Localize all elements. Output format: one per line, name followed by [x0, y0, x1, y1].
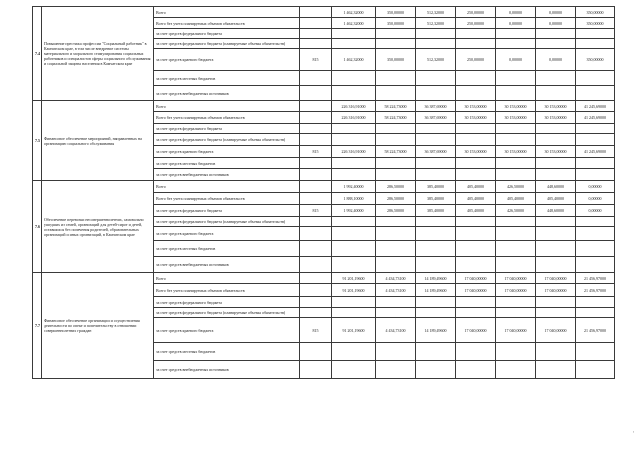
amount-cell: 17 040,00000: [456, 318, 496, 343]
amount-cell: [576, 124, 615, 134]
funding-source: за счет средств краевого бюджета: [154, 318, 300, 343]
funding-source: Всего без учета планируемых объемов обязательств: [154, 112, 300, 124]
amount-cell: 350,00000: [576, 7, 615, 18]
amount-cell: 4 434,73100: [376, 318, 416, 343]
amount-cell: 385,40000: [416, 193, 456, 205]
funding-source: Всего: [154, 7, 300, 18]
amount-cell: [456, 71, 496, 86]
amount-cell: 405,40000: [456, 181, 496, 193]
funding-source: Всего: [154, 101, 300, 112]
budget-code: [300, 284, 332, 297]
table-row: [33, 273, 615, 284]
budget-code: [300, 71, 332, 86]
amount-cell: [456, 29, 496, 39]
amount-cell: [416, 227, 456, 241]
budget-code: [300, 181, 332, 193]
amount-cell: [376, 124, 416, 134]
amount-cell: [376, 241, 416, 257]
funding-source: Всего без учета планируемых объемов обязательств: [154, 18, 300, 29]
page-marker: ,: [632, 428, 634, 434]
amount-cell: [536, 86, 576, 101]
amount-cell: [536, 169, 576, 181]
amount-cell: [376, 169, 416, 181]
amount-cell: [536, 158, 576, 169]
amount-cell: [496, 29, 536, 39]
funding-source: за счет средств внебюджетных источников: [154, 361, 300, 379]
funding-source: за счет средств федерального бюджета: [154, 205, 300, 217]
amount-cell: [536, 297, 576, 308]
amount-cell: 36 387,69000: [416, 101, 456, 112]
amount-cell: [332, 124, 376, 134]
amount-cell: 30 153,00000: [456, 112, 496, 124]
amount-cell: [332, 29, 376, 39]
amount-cell: 58 224,73000: [376, 101, 416, 112]
amount-cell: [416, 158, 456, 169]
amount-cell: 226 316,91000: [332, 146, 376, 158]
budget-code: [300, 86, 332, 101]
amount-cell: 17 040,00000: [496, 318, 536, 343]
amount-cell: [576, 241, 615, 257]
amount-cell: [456, 169, 496, 181]
amount-cell: [416, 308, 456, 318]
section-number: 7.7: [33, 273, 42, 379]
amount-cell: 1 992,40000: [332, 181, 376, 193]
amount-cell: [456, 158, 496, 169]
funding-source: за счет средств федерального бюджета: [154, 124, 300, 134]
amount-cell: [416, 217, 456, 227]
amount-cell: [332, 308, 376, 318]
amount-cell: [332, 86, 376, 101]
amount-cell: [536, 241, 576, 257]
amount-cell: [536, 361, 576, 379]
amount-cell: 512,32000: [416, 49, 456, 71]
budget-code: [300, 241, 332, 257]
amount-cell: [456, 39, 496, 49]
amount-cell: 385,40000: [416, 181, 456, 193]
amount-cell: [416, 86, 456, 101]
amount-cell: [496, 158, 536, 169]
amount-cell: [496, 241, 536, 257]
amount-cell: [496, 86, 536, 101]
amount-cell: [416, 361, 456, 379]
amount-cell: [496, 134, 536, 146]
amount-cell: 17 040,00000: [456, 273, 496, 284]
amount-cell: [416, 134, 456, 146]
amount-cell: [576, 308, 615, 318]
amount-cell: [536, 308, 576, 318]
budget-code: 815: [300, 146, 332, 158]
budget-code: [300, 18, 332, 29]
amount-cell: 41 245,69000: [576, 101, 615, 112]
amount-cell: [496, 257, 536, 273]
amount-cell: [456, 343, 496, 361]
funding-source: за счет средств местных бюджетов: [154, 158, 300, 169]
amount-cell: [376, 39, 416, 49]
amount-cell: [376, 29, 416, 39]
amount-cell: 0,00000: [576, 181, 615, 193]
funding-source: за счет средств краевого бюджета: [154, 227, 300, 241]
amount-cell: 30 153,00000: [496, 112, 536, 124]
amount-cell: [332, 343, 376, 361]
amount-cell: [496, 39, 536, 49]
funding-source: за счет средств местных бюджетов: [154, 343, 300, 361]
amount-cell: [332, 158, 376, 169]
amount-cell: 17 040,00000: [496, 284, 536, 297]
budget-code: 815: [300, 205, 332, 217]
amount-cell: 30 153,00000: [496, 101, 536, 112]
amount-cell: 350,00000: [576, 18, 615, 29]
amount-cell: [496, 217, 536, 227]
budget-code: [300, 217, 332, 227]
amount-cell: [416, 257, 456, 273]
funding-source: Всего без учета планируемых объемов обязательств: [154, 284, 300, 297]
funding-source: за счет средств местных бюджетов: [154, 71, 300, 86]
amount-cell: [332, 297, 376, 308]
amount-cell: 17 040,00000: [456, 284, 496, 297]
budget-code: [300, 124, 332, 134]
amount-cell: 36 387,69000: [416, 112, 456, 124]
amount-cell: [456, 241, 496, 257]
amount-cell: [536, 257, 576, 273]
funding-source: за счет средств местных бюджетов: [154, 241, 300, 257]
amount-cell: 17 040,00000: [536, 318, 576, 343]
amount-cell: 426,50000: [496, 181, 536, 193]
amount-cell: 512,32000: [416, 7, 456, 18]
amount-cell: 0,00000: [496, 49, 536, 71]
amount-cell: [332, 39, 376, 49]
amount-cell: 286,50000: [376, 181, 416, 193]
amount-cell: [576, 158, 615, 169]
funding-source: за счет средств федерального бюджета (планируемые объемы обязательств): [154, 308, 300, 318]
amount-cell: 91 201,19600: [332, 284, 376, 297]
amount-cell: [376, 308, 416, 318]
amount-cell: 286,50000: [376, 205, 416, 217]
amount-cell: [456, 134, 496, 146]
amount-cell: [332, 241, 376, 257]
amount-cell: [416, 71, 456, 86]
section-number: 7.4: [33, 7, 42, 101]
amount-cell: 30 153,00000: [456, 101, 496, 112]
amount-cell: 41 245,69000: [576, 112, 615, 124]
amount-cell: [376, 257, 416, 273]
budget-code: [300, 193, 332, 205]
amount-cell: 0,00000: [576, 193, 615, 205]
amount-cell: 448,60000: [536, 205, 576, 217]
amount-cell: [576, 257, 615, 273]
amount-cell: [576, 86, 615, 101]
amount-cell: 1 888,10000: [332, 193, 376, 205]
amount-cell: 14 189,49600: [416, 273, 456, 284]
amount-cell: 286,50000: [376, 193, 416, 205]
amount-cell: 41 245,69000: [576, 146, 615, 158]
amount-cell: [496, 71, 536, 86]
amount-cell: [496, 297, 536, 308]
amount-cell: [576, 169, 615, 181]
amount-cell: [376, 297, 416, 308]
amount-cell: 1 462,32000: [332, 7, 376, 18]
amount-cell: [456, 308, 496, 318]
amount-cell: [416, 343, 456, 361]
amount-cell: [416, 39, 456, 49]
amount-cell: [536, 343, 576, 361]
amount-cell: [456, 217, 496, 227]
funding-source: за счет средств федерального бюджета: [154, 29, 300, 39]
amount-cell: 405,40000: [536, 193, 576, 205]
budget-code: [300, 29, 332, 39]
budget-code: [300, 7, 332, 18]
amount-cell: [416, 241, 456, 257]
amount-cell: [376, 86, 416, 101]
amount-cell: 14 189,49600: [416, 318, 456, 343]
funding-source: за счет средств внебюджетных источников: [154, 169, 300, 181]
budget-table-body: [33, 7, 615, 379]
amount-cell: [376, 361, 416, 379]
funding-source: за счет средств федерального бюджета: [154, 297, 300, 308]
amount-cell: 0,00000: [496, 18, 536, 29]
amount-cell: 1 462,32000: [332, 18, 376, 29]
amount-cell: 350,00000: [376, 7, 416, 18]
amount-cell: [456, 361, 496, 379]
amount-cell: [376, 343, 416, 361]
funding-source: за счет средств федерального бюджета (планируемые объемы обязательств): [154, 217, 300, 227]
budget-code: [300, 257, 332, 273]
amount-cell: [332, 71, 376, 86]
amount-cell: 0,00000: [536, 49, 576, 71]
amount-cell: [496, 227, 536, 241]
amount-cell: 0,00000: [576, 205, 615, 217]
amount-cell: 30 153,00000: [536, 101, 576, 112]
amount-cell: 21 456,97000: [576, 318, 615, 343]
amount-cell: [576, 217, 615, 227]
amount-cell: [376, 71, 416, 86]
table-row: [33, 7, 615, 18]
amount-cell: [576, 39, 615, 49]
amount-cell: [456, 86, 496, 101]
amount-cell: [456, 124, 496, 134]
budget-code: [300, 112, 332, 124]
amount-cell: 30 153,00000: [536, 112, 576, 124]
amount-cell: 350,00000: [376, 18, 416, 29]
section-title: Финансовое обеспечение мероприятий, направленных на организацию социального обслуживания: [42, 101, 154, 181]
section-title: Обеспечение перевозки несовершеннолетних, самовольно ушедших из семей, организаций для детей-сирот и детей, оставшихся без попечения родителей, образовательных организаций и иных организаций, в Камчатском крае: [42, 181, 154, 273]
amount-cell: [456, 257, 496, 273]
amount-cell: [416, 124, 456, 134]
budget-code: [300, 343, 332, 361]
amount-cell: [536, 39, 576, 49]
amount-cell: [496, 169, 536, 181]
funding-source: за счет средств краевого бюджета: [154, 146, 300, 158]
amount-cell: [376, 158, 416, 169]
amount-cell: [576, 227, 615, 241]
amount-cell: 512,32000: [416, 18, 456, 29]
amount-cell: [536, 124, 576, 134]
amount-cell: 0,00000: [496, 7, 536, 18]
budget-code: 815: [300, 49, 332, 71]
budget-code: [300, 297, 332, 308]
amount-cell: [332, 361, 376, 379]
table-row: [33, 101, 615, 112]
amount-cell: 17 040,00000: [496, 273, 536, 284]
funding-source: Всего: [154, 181, 300, 193]
amount-cell: 58 224,73000: [376, 146, 416, 158]
budget-code: [300, 273, 332, 284]
amount-cell: 91 201,19600: [332, 273, 376, 284]
budget-code: [300, 39, 332, 49]
amount-cell: [496, 343, 536, 361]
budget-table: [32, 6, 615, 379]
amount-cell: 448,60000: [536, 181, 576, 193]
amount-cell: [456, 227, 496, 241]
amount-cell: [416, 29, 456, 39]
budget-code: [300, 227, 332, 241]
budget-code: [300, 169, 332, 181]
section-title: Финансовое обеспечение организации и осуществления деятельности по опеке и попечительству в отношении совершеннолетних граждан: [42, 273, 154, 379]
funding-source: за счет средств внебюджетных источников: [154, 86, 300, 101]
amount-cell: 226 316,91000: [332, 101, 376, 112]
amount-cell: 4 434,73100: [376, 284, 416, 297]
amount-cell: [536, 71, 576, 86]
funding-source: за счет средств краевого бюджета: [154, 49, 300, 71]
amount-cell: [456, 297, 496, 308]
amount-cell: 350,00000: [376, 49, 416, 71]
amount-cell: 21 456,97000: [576, 284, 615, 297]
amount-cell: 250,00000: [456, 7, 496, 18]
amount-cell: [576, 71, 615, 86]
budget-code: [300, 308, 332, 318]
amount-cell: [536, 227, 576, 241]
amount-cell: 14 189,49600: [416, 284, 456, 297]
amount-cell: [576, 29, 615, 39]
amount-cell: [376, 217, 416, 227]
amount-cell: 405,40000: [456, 193, 496, 205]
amount-cell: 36 387,69000: [416, 146, 456, 158]
amount-cell: 30 153,00000: [496, 146, 536, 158]
amount-cell: [496, 124, 536, 134]
budget-code: [300, 158, 332, 169]
amount-cell: [536, 217, 576, 227]
amount-cell: [376, 134, 416, 146]
amount-cell: 426,50000: [496, 205, 536, 217]
funding-source: Всего: [154, 273, 300, 284]
amount-cell: 1 992,40000: [332, 205, 376, 217]
amount-cell: 58 224,73000: [376, 112, 416, 124]
section-number: 7.6: [33, 181, 42, 273]
amount-cell: 30 153,00000: [536, 146, 576, 158]
table-row: [33, 181, 615, 193]
section-number: 7.5: [33, 101, 42, 181]
amount-cell: [332, 134, 376, 146]
amount-cell: 405,40000: [496, 193, 536, 205]
amount-cell: 385,40000: [416, 205, 456, 217]
amount-cell: 91 201,19600: [332, 318, 376, 343]
amount-cell: 350,00000: [576, 49, 615, 71]
section-title: Повышение престижа профессии "Социальный работник" в Камчатском крае, в том числе внедрение системы материального и морального стимулирования социальных работников и специалистов сферы социального обслуживания и социальной защиты населения в Камчатском крае: [42, 7, 154, 101]
funding-source: за счет средств внебюджетных источников: [154, 257, 300, 273]
amount-cell: 250,00000: [456, 18, 496, 29]
amount-cell: 250,00000: [456, 49, 496, 71]
amount-cell: [332, 227, 376, 241]
amount-cell: [496, 308, 536, 318]
budget-code: [300, 361, 332, 379]
amount-cell: [576, 361, 615, 379]
amount-cell: 1 462,32000: [332, 49, 376, 71]
amount-cell: 21 456,97000: [576, 273, 615, 284]
amount-cell: [496, 361, 536, 379]
amount-cell: 0,00000: [536, 18, 576, 29]
amount-cell: [332, 257, 376, 273]
funding-source: за счет средств федерального бюджета (планируемые объемы обязательств): [154, 39, 300, 49]
amount-cell: [576, 343, 615, 361]
amount-cell: 405,40000: [456, 205, 496, 217]
amount-cell: [576, 134, 615, 146]
amount-cell: 4 434,73100: [376, 273, 416, 284]
budget-code: [300, 134, 332, 146]
budget-code: 815: [300, 318, 332, 343]
amount-cell: 17 040,00000: [536, 273, 576, 284]
amount-cell: 0,00000: [536, 7, 576, 18]
amount-cell: [332, 217, 376, 227]
amount-cell: [376, 227, 416, 241]
amount-cell: [416, 169, 456, 181]
amount-cell: 17 040,00000: [536, 284, 576, 297]
amount-cell: 226 316,91000: [332, 112, 376, 124]
budget-code: [300, 101, 332, 112]
amount-cell: [332, 169, 376, 181]
funding-source: Всего без учета планируемых объемов обязательств: [154, 193, 300, 205]
funding-source: за счет средств федерального бюджета (планируемые объемы обязательств): [154, 134, 300, 146]
amount-cell: [416, 297, 456, 308]
amount-cell: [536, 134, 576, 146]
amount-cell: 30 153,00000: [456, 146, 496, 158]
amount-cell: [536, 29, 576, 39]
amount-cell: [576, 297, 615, 308]
